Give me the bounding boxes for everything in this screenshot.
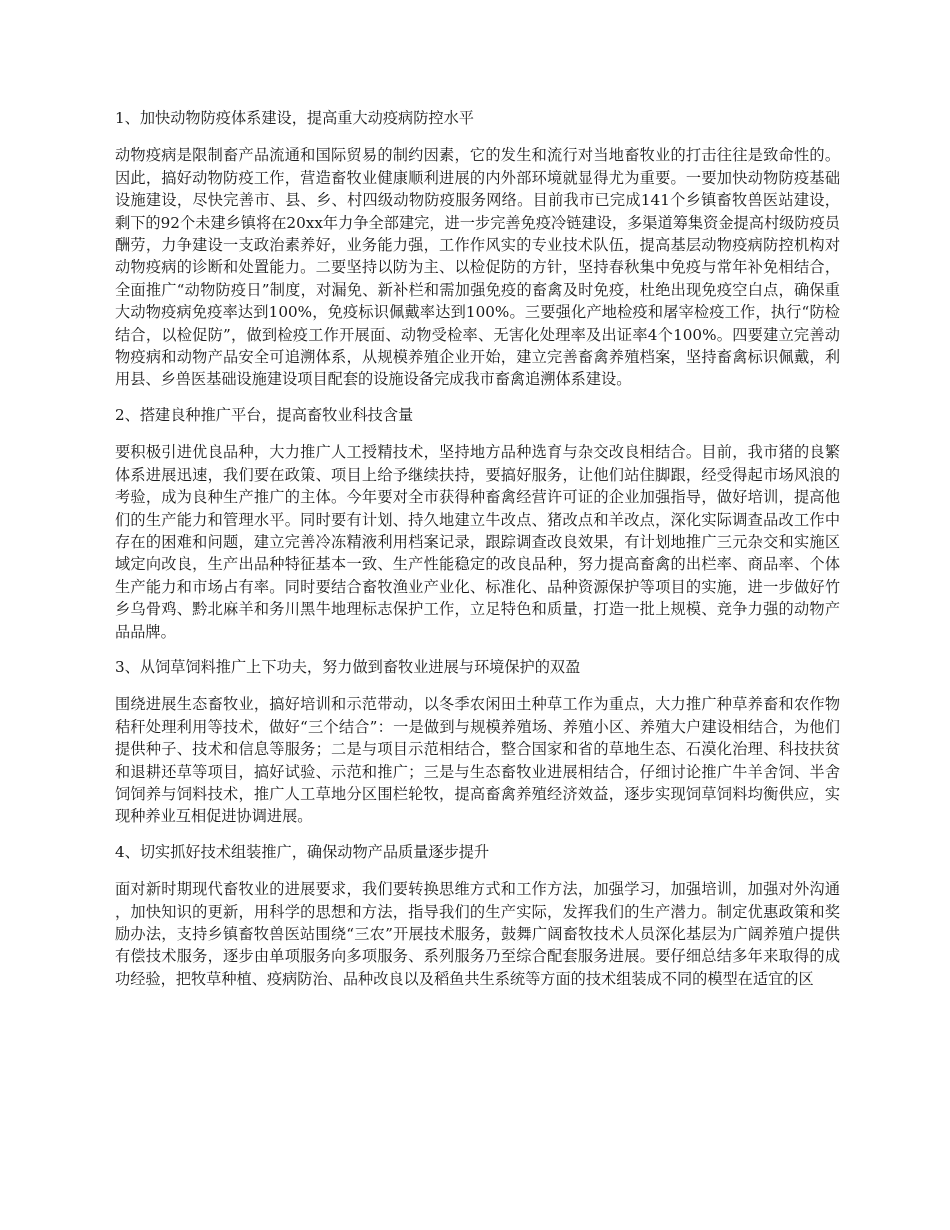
document-page: [115, 107, 840, 1003]
section-paragraph: 围绕进展生态畜牧业，搞好培训和示范带动，以冬季农闲田土种草工作为重点，大力推广种草养畜和农作物秸秆处理利用等技术，做好“三个结合”：一是做到与规模养殖场、养殖小区、养殖大户建设相结合，为他们提供种子、技术和信息等服务；二是与项目示范相结合，整合国家和省的草地生态、石漠化治理、科技扶贫和退耕还草等项目，搞好试验、示范和推广；三是与生态畜牧业进展相结合，仔细讨论推广牛羊舍饲、半舍饲饲养与饲料技术，推广人工草地分区围栏轮牧，提高畜禽养殖经济效益，逐步实现饲草饲料均衡供应，实现种养业互相促进协调进展。: [115, 695, 840, 826]
section-paragraph: 要积极引进优良品种，大力推广人工授精技术，坚持地方品种选育与杂交改良相结合。目前，我市猪的良繁体系进展迅速，我们要在政策、项目上给予继续扶持，要搞好服务，让他们站住脚跟，经受得起市场风浪的考验，成为良种生产推广的主体。今年要对全市获得种畜禽经营许可证的企业加强指导，做好培训，提高他们的生产能力和管理水平。同时要有计划、持久地建立牛改点、猪改点和羊改点，深化实际调查品改工作中存在的困难和问题，建立完善冷冻精液利用档案记录，跟踪调查改良效果，有计划地推广三元杂交和实施区域定向改良，生产出品种特征基本一致、生产性能稳定的改良品种，努力提高畜禽的出栏率、商品率、个体生产能力和市场占有率。同时要结合畜牧渔业产业化、标准化、品种资源保护等项目的实施，进一步做好竹乡乌骨鸡、黔北麻羊和务川黑牛地理标志保护工作，立足特色和质量，打造一批上规模、竞争力强的动物产品品牌。: [115, 443, 840, 641]
section-2: [115, 404, 840, 643]
section-heading: 4、切实抓好技术组装推广，确保动物产品质量逐步提升: [115, 842, 490, 861]
section-heading: 3、从饲草饲料推广上下功夫，努力做到畜牧业进展与环境保护的双盈: [115, 657, 581, 676]
section-paragraph: 面对新时期现代畜牧业的进展要求，我们要转换思维方式和工作方法，加强学习，加强培训，加强对外沟通，加快知识的更新，用科学的思想和方法，指导我们的生产实际，发挥我们的生产潜力。制定优惠政策和奖励办法，支持乡镇畜牧兽医站围绕“三农”开展技术服务，鼓舞广阔畜牧技术人员深化基层为广阔养殖户提供有偿技术服务，逐步由单项服务向多项服务、系列服务乃至综合配套服务进展。要仔细总结多年来取得的成功经验，把牧草种植、疫病防治、品种改良以及稻鱼共生系统等方面的技术组装成不同的模型在适宜的区: [115, 880, 840, 988]
section-heading: 2、搭建良种推广平台，提高畜牧业科技含量: [115, 405, 414, 424]
section-heading: 1、加快动物防疫体系建设，提高重大动疫病防控水平: [115, 109, 474, 127]
section-paragraph: 动物疫病是限制畜产品流通和国际贸易的制约因素，它的发生和流行对当地畜牧业的打击往往是致命性的。因此，搞好动物防疫工作，营造畜牧业健康顺利进展的内外部环境就显得尤为重要。一要加快动物防疫基础设施建设，尽快完善市、县、乡、村四级动物防疫服务网络。目前我市已完成141个乡镇畜牧兽医站建设，剩下的92个未建乡镇将在20xx年力争全部建完，进一步完善免疫冷链建设，多渠道筹集资金提高村级防疫员酬劳，力争建设一支政治素养好，业务能力强，工作作风实的专业技术队伍，提高基层动物疫病防控机构对动物疫病的诊断和处置能力。二要坚持以防为主、以检促防的方针，坚持春秋集中免疫与常年补免相结合，全面推广“动物防疫日”制度，对漏免、新补栏和需加强免疫的畜禽及时免疫，杜绝出现免疫空白点，确保重大动物疫病免疫率达到100%，免疫标识佩戴率达到100%。三要强化产地检疫和屠宰检疫工作，执行“防检结合，以检促防”，做到检疫工作开展面、动物受检率、无害化处理率及出证率4个100%。四要建立完善动物疫病和动物产品安全可追溯体系，从规模养殖企业开始，建立完善畜禽养殖档案，坚持畜禽标识佩戴，利用县、乡兽医基础设施建设项目配套的设施设备完成我市畜禽追溯体系建设。: [115, 146, 840, 389]
section-1: [115, 107, 840, 391]
section-3: [115, 656, 840, 828]
section-4: [115, 841, 840, 990]
